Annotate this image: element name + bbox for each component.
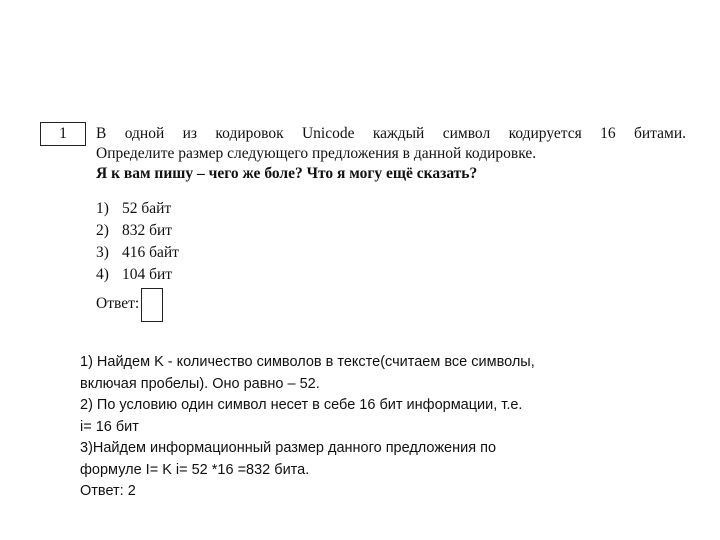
question-text: [96, 124, 686, 184]
option-3: 3) 416 байт: [96, 244, 179, 261]
answer-input-box[interactable]: [141, 288, 163, 322]
answer-label: Ответ:: [96, 295, 140, 312]
solution-line: включая пробелы). Оно равно – 52.: [80, 375, 320, 392]
solution-line: формуле I= K i= 52 *16 =832 бита.: [80, 461, 310, 478]
answer-options: [96, 198, 179, 286]
option-4: 4) 104 бит: [96, 266, 173, 283]
solution-line: 2) По условию один символ несет в себе 16 бит информации, т.е.: [80, 397, 523, 413]
task-number: 1: [59, 125, 67, 142]
solution-line: i= 16 бит: [80, 418, 139, 435]
solution-line: 1) Найдем K - количество символов в тексте(считаем все символы,: [80, 354, 535, 370]
solution-text: [80, 352, 640, 503]
question-sentence: Я к вам пишу – чего же боле? Что я могу ещё сказать?: [96, 165, 478, 182]
option-2: 2) 832 бит: [96, 222, 173, 239]
option-1: 1) 52 байт: [96, 200, 172, 217]
question-line-1: В одной из кодировок Unicode каждый символ кодируется 16 битами.: [96, 125, 686, 142]
solution-answer: Ответ: 2: [80, 483, 136, 499]
question-line-2: Определите размер следующего предложения в данной кодировке.: [96, 145, 537, 162]
solution-line: 3)Найдем информационный размер данного предложения по: [80, 440, 497, 456]
answer-row: [96, 294, 163, 322]
task-number-box: [40, 122, 86, 146]
